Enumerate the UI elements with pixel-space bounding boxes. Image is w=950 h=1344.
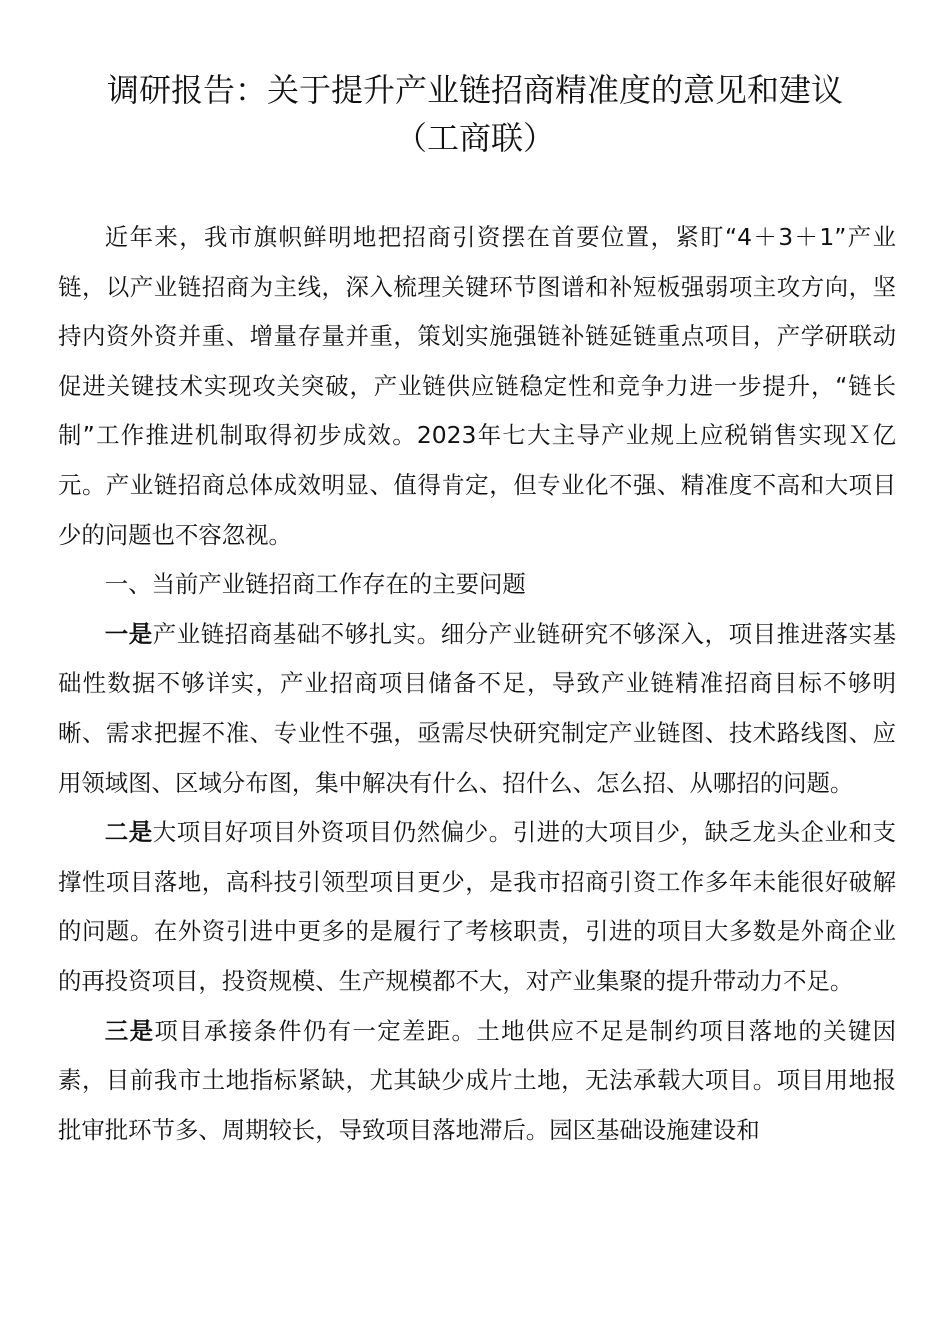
paragraph-problem-2 bbox=[58, 808, 896, 1006]
paragraph-problem-3 bbox=[58, 1007, 896, 1156]
paragraph-text: 大项目好项目外资项目仍然偏少。引进的大项目少，缺乏龙头企业和支撑性项目落地，高科技引领型项目更少，是我市招商引资工作多年未能很好破解的问题。在外资引进中更多的是履行了考核职责，引进的项目大多数是外商企业的再投资项目，投资规模、生产规模都不大，对产业集聚的提升带动力不足。 bbox=[58, 818, 897, 995]
section-heading-text: 一、当前产业链招商工作存在的主要问题 bbox=[104, 570, 526, 599]
paragraph-lead: 一是 bbox=[104, 619, 153, 648]
paragraph-text: 项目承接条件仍有一定差距。土地供应不足是制约项目落地的关键因素，目前我市土地指标紧缺，尤其缺少成片土地，无法承载大项目。项目用地报批审批环节多、周期较长，导致项目落地滞后。园区基础设施建设和 bbox=[58, 1016, 897, 1144]
section-heading bbox=[58, 560, 896, 610]
paragraph-text: 产业链招商基础不够扎实。细分产业链研究不够深入，项目推进落实基础性数据不够详实，产业招商项目储备不足，导致产业链精准招商目标不够明晰、需求把握不准、专业性不强，亟需尽快研究制定产业链图、技术路线图、应用领域图、区域分布图，集中解决有什么、招什么、怎么招、从哪招的问题。 bbox=[58, 619, 897, 797]
document-body bbox=[58, 213, 896, 1155]
document-subtitle: （工商联） bbox=[394, 119, 555, 157]
document-title: 调研报告：关于提升产业链招商精准度的意见和建议 bbox=[106, 71, 843, 109]
paragraph-lead: 二是 bbox=[104, 818, 153, 847]
paragraph-intro bbox=[58, 213, 896, 560]
paragraph-problem-1 bbox=[58, 610, 896, 808]
paragraph-lead: 三是 bbox=[104, 1016, 155, 1045]
paragraph-text: 近年来，我市旗帜鲜明地把招商引资摆在首要位置，紧盯“4＋3＋1”产业链，以产业链招商为主线，深入梳理关键环节图谱和补短板强弱项主攻方向，坚持内资外资并重、增量存量并重，策划实施强链补链延链重点项目，产学研联动促进关键技术实现攻关突破，产业链供应链稳定性和竞争力进一步提升，“链长制”工作推进机制取得初步成效。2023年七大主导产业规上应税销售实现Ｘ亿元。产业链招商总体成效明显、值得肯定，但专业化不强、精准度不高和大项目少的问题也不容忽视。 bbox=[58, 223, 896, 549]
